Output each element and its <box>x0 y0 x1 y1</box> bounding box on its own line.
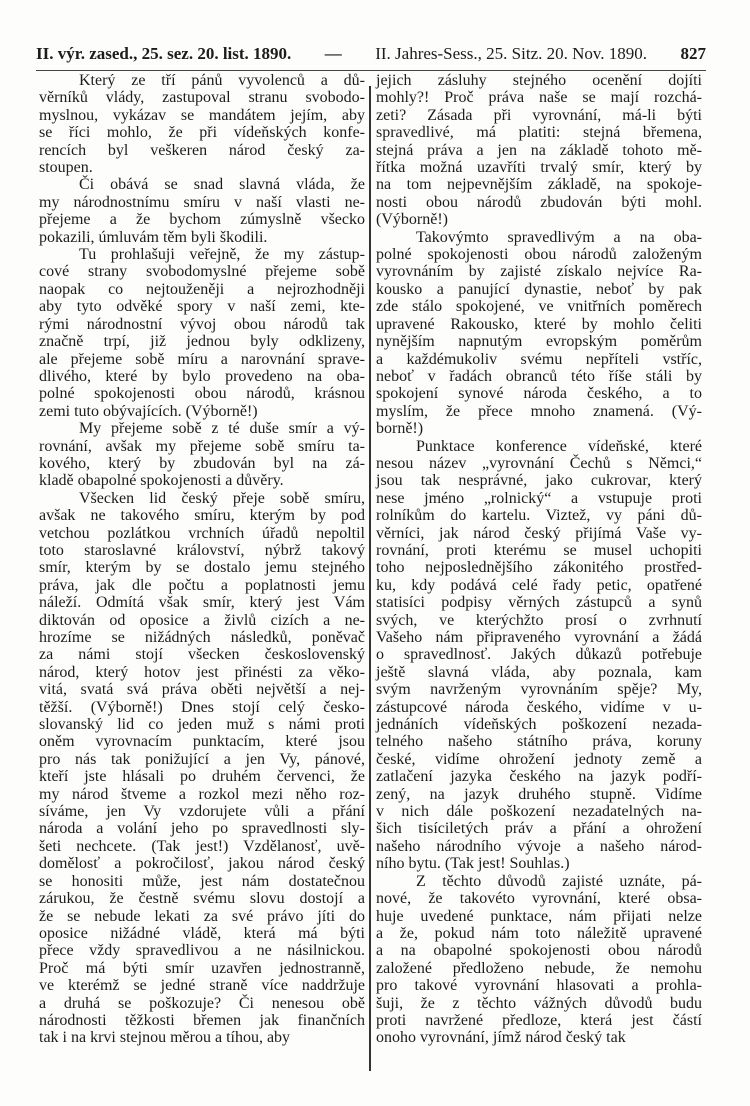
text-line: a na obapolné spokojenosti obou národů <box>376 942 702 960</box>
text-line: polné spokojenosti obou národů založeným <box>376 246 702 264</box>
text-line: ale přejeme sobě míru a narovnání sprave- <box>39 350 365 368</box>
paragraph <box>376 873 702 1047</box>
text-line: cové strany svobodomyslné přejeme sobě <box>39 263 365 281</box>
text-line: zárukou, že čestně svému slovu dostojí a <box>39 890 365 908</box>
text-line: nosti obou národů zbudován býti mohl. <box>376 193 702 211</box>
text-line: přejeme a že bychom zúmyslně všecko <box>39 211 365 229</box>
header-rule <box>36 70 706 71</box>
text-line: vitá, svatá svá práva oběti největší a nej- <box>39 681 365 699</box>
text-line: našeho národního vývoje a našeho národ- <box>376 837 702 855</box>
right-column <box>376 72 702 1047</box>
text-line: polné spokojenosti obou národů, krásnou <box>39 385 365 403</box>
text-line: oposice nižádné vládě, která má býti <box>39 924 365 942</box>
text-line: domělosť a pokročilosť, jakou národ český <box>39 855 365 873</box>
text-line: a každémukoliv svému nepříteli vstříc, <box>376 350 702 368</box>
paragraph <box>376 229 702 438</box>
text-line: jsou tak nesprávné, jako cukrovar, který <box>376 472 702 490</box>
text-line: jednáních vídeňských poškození nezada- <box>376 716 702 734</box>
text-line: Z těchto důvodů zajisté uznáte, pá- <box>416 872 702 890</box>
text-line: smír, kterým by se dostalo jemu stejného <box>39 559 365 577</box>
text-line: oněm vyrovnacím punktacím, které jsou <box>39 733 365 751</box>
text-line: se říci mohlo, že při vídeňských konfe- <box>39 124 365 142</box>
text-line: na tom nejpevnějším základě, na spokoje- <box>376 176 702 194</box>
text-line: a druhá se poškozuje? Či nenesou obě <box>39 994 365 1012</box>
text-line: spokojení synové národa českého, a to <box>376 385 702 403</box>
text-line: zatlačení jazyka českého na jazyk podří- <box>376 768 702 786</box>
text-line: Proč má býti smír uzavřen jednostranně, <box>39 959 365 977</box>
text-line: stoupen. <box>39 159 93 177</box>
text-line: neboť v řadách obranců této říše stáli by <box>376 367 702 385</box>
text-line: národ, který hotov jest přinésti za věko- <box>39 663 365 681</box>
text-line: svým navrženým vyrovnáním spěje? My, <box>376 681 702 699</box>
text-line: my národ štveme a rozkol mezi něho roz- <box>39 785 365 803</box>
text-line: založené předloženo nebude, že nemohu <box>376 959 702 977</box>
text-line: myslnou, vykázav se mandátem jejím, aby <box>39 106 365 124</box>
text-line: značně trpí, již jednou byly odklizeny, <box>39 333 365 351</box>
paragraph <box>39 246 365 420</box>
text-line: rými národnostní vývoj obou národů tak <box>39 315 365 333</box>
paragraph <box>39 72 365 176</box>
text-line: proti navržené předloze, která jest částí <box>376 1011 702 1029</box>
text-line: věrníci, jak národ český přijímá Vaše vy- <box>376 524 702 542</box>
text-line: naopak co nejtouženěji a nejrozhodněji <box>39 280 365 298</box>
text-line: Všecken lid český přeje sobě smíru, <box>79 489 365 507</box>
paragraph <box>376 438 702 873</box>
text-line: Takovýmto spravedlivým a na oba- <box>416 228 702 246</box>
running-header <box>36 44 706 68</box>
text-line: kteří jste hlásali po druhém červenci, že <box>39 768 365 786</box>
text-line: Punktace konference vídeňské, které <box>416 437 702 455</box>
text-line: jejich zásluhy stejného ocenění dojíti <box>376 72 702 89</box>
text-line: nesou název „vyrovnání Čechů s Němci,“ <box>376 454 702 472</box>
text-line: vyrovnáním by zajisté získalo nejvíce Ra- <box>376 263 702 281</box>
text-line: zený, na jazyk druhého stupně. Vidíme <box>376 785 702 803</box>
text-line: věrníků vlády, zastupoval stranu svobodo- <box>39 89 365 107</box>
text-line: (Výborně!) <box>376 211 448 229</box>
text-line: rencích byl veškeren národ český za- <box>39 141 365 159</box>
text-line: rovnání, avšak my přejeme sobě smíru ta- <box>39 437 365 455</box>
text-line: o spravedlnosť. Jakých důkazů potřebuje <box>376 646 702 664</box>
text-line: nese jméno „rolnický“ a vstupuje proti <box>376 489 702 507</box>
text-line: ještě slavná vláda, aby poznala, kam <box>376 663 702 681</box>
text-line: onoho vyrovnání, jímž národ český tak <box>376 1029 626 1047</box>
text-line: zástupcové národa českého, vidíme v u- <box>376 698 702 716</box>
text-line: těžší. (Výborně!) Dnes stojí celý česko- <box>39 698 365 716</box>
text-line: Či obává se snad slavná vláda, že <box>79 176 365 194</box>
header-czech: II. výr. zased., 25. sez. 20. list. 1890. <box>36 44 292 63</box>
text-line: zde stálo spokojené, ve vnitřních poměrech <box>376 298 702 316</box>
text-line: telného našeho státního práva, koruny <box>376 733 702 751</box>
text-line: zemi tuto obývajících. (Výborně!) <box>39 402 258 420</box>
text-line: stejná práva a jen na základě tohoto mě- <box>376 141 702 159</box>
text-line: kladě obapolné spokojenosti a důvěry. <box>39 472 284 490</box>
text-line: šich tisíciletých práv a přání a ohrožení <box>376 820 702 838</box>
text-line: práva, jak dle počtu a poplatnosti jemu <box>39 576 365 594</box>
text-line: Tu prohlašuji veřejně, že my zástup- <box>79 246 365 264</box>
text-line: řítka možná uzavříti trvalý smír, který by <box>376 159 702 177</box>
text-line: síváme, jen Vy vzdorujete vůli a přání <box>39 803 365 821</box>
header-separator: — <box>324 44 342 63</box>
text-line: vetchou pozlátkou vrchních úřadů nepoltil <box>39 524 365 542</box>
text-line: náleží. Odmítá však smír, který jest Vám <box>39 594 365 612</box>
text-line: dlivého, které by bylo provedeno na oba- <box>39 367 365 385</box>
text-line: pokazili, úmluvám těm byli škodili. <box>39 228 268 246</box>
text-line: toto staroslavné království, nýbrž takový <box>39 541 365 559</box>
text-line: kousko a panující dynastie, neboť by pak <box>376 280 702 298</box>
text-line: pro nás tak ponižující a jen Vy, pánové, <box>39 750 365 768</box>
text-line: přece vždy spravedlivou a ne násilnickou. <box>39 942 365 960</box>
text-line: že se nebude lekati za své právo jíti do <box>39 907 365 925</box>
text-line: hrozíme se nižádných následků, poněvač <box>39 629 365 646</box>
text-line: šeti nechcete. (Tak jest!) Vzdělanosť, uvě- <box>39 837 365 855</box>
text-line: statisíci podpisy věrných zástupců a synů <box>376 594 702 612</box>
text-line: tak i na krvi stejnou měrou a tíhou, aby <box>39 1029 291 1047</box>
text-line: ního bytu. (Tak jest! Souhlas.) <box>376 855 570 873</box>
text-line: aby tyto odvěké spory v naší zemi, kte- <box>39 298 365 316</box>
header-german: II. Jahres-Sess., 25. Sitz. 20. Nov. 1890. <box>375 44 648 63</box>
paragraph <box>39 420 365 490</box>
text-line: rovnání, proti kterému se musel uchopiti <box>376 541 702 559</box>
text-line: myslím, že přece mnoho znamená. (Vý- <box>376 402 702 420</box>
text-line: nynějším napnutým evropským poměrům <box>376 333 702 351</box>
text-line: mohly?! Proč práva naše se mají rozchá- <box>376 89 702 107</box>
text-line: zeti? Zásada při vyrovnání, má-li býti <box>376 106 702 124</box>
text-line: v nich dále poškození nezadatelných na- <box>376 803 702 821</box>
text-line: Vašeho nám připraveného vyrovnání a žádá <box>376 629 702 646</box>
text-line: šuji, že z těchto vážných důvodů budu <box>376 994 702 1012</box>
text-line: ku, kdy podává celé řady petic, opatřené <box>376 576 702 594</box>
text-line: pro takové vyrovnání hlasovati a prohla- <box>376 977 702 995</box>
text-line: borně!) <box>376 420 424 438</box>
text-line: My přejeme sobě z té duše smír a vý- <box>79 420 365 438</box>
paragraph <box>376 72 702 229</box>
text-line: slovanský lid co jeden muž s námi proti <box>39 716 365 734</box>
text-line: upravené Rakousko, které by mohlo čeliti <box>376 315 702 333</box>
text-line: toho nejposlednějšího zákonitého prostřed- <box>376 559 702 577</box>
page-number: 827 <box>680 44 706 63</box>
text-line: my národnostnímu smíru v naší vlasti ne- <box>39 193 365 211</box>
text-line: nové, že takovéto vyrovnání, které obsa- <box>376 890 702 908</box>
paragraph <box>39 490 365 1047</box>
text-line: diktován od oposice a živlů cizích a ne- <box>39 611 365 629</box>
text-line: svých, ve kterýchžto prosí o zvrhnutí <box>376 611 702 629</box>
text-line: spravedlivé, má platiti: stejná břemena, <box>376 124 702 142</box>
text-line: huje uvedené punktace, nám přijati nelze <box>376 907 702 925</box>
text-line: kového, který by zbudován byl na zá- <box>39 454 365 472</box>
left-column <box>39 72 365 1047</box>
text-line: Který ze tří pánů vyvolenců a dů- <box>79 72 365 89</box>
text-line: národa a volání jeho po spravedlnosti sly- <box>39 820 365 838</box>
paragraph <box>39 176 365 246</box>
text-line: se honositi může, jest nám dostatečnou <box>39 872 365 890</box>
column-divider <box>369 86 371 1071</box>
text-line: za námi stojí všecken československý <box>39 646 365 664</box>
text-line: národnosti těžkosti břemen jak finančních <box>39 1011 365 1029</box>
text-line: české, vidíme ohrožení jednoty země a <box>376 750 702 768</box>
text-line: rolníkům do kartelu. Viztež, vy páni dů- <box>376 507 702 525</box>
text-line: a že, pokud nám toto náležitě upravené <box>376 924 702 942</box>
text-line: ve kterémž se jedné straně více naddržuje <box>39 977 365 995</box>
text-line: avšak ne takového smíru, kterým by pod <box>39 507 365 525</box>
